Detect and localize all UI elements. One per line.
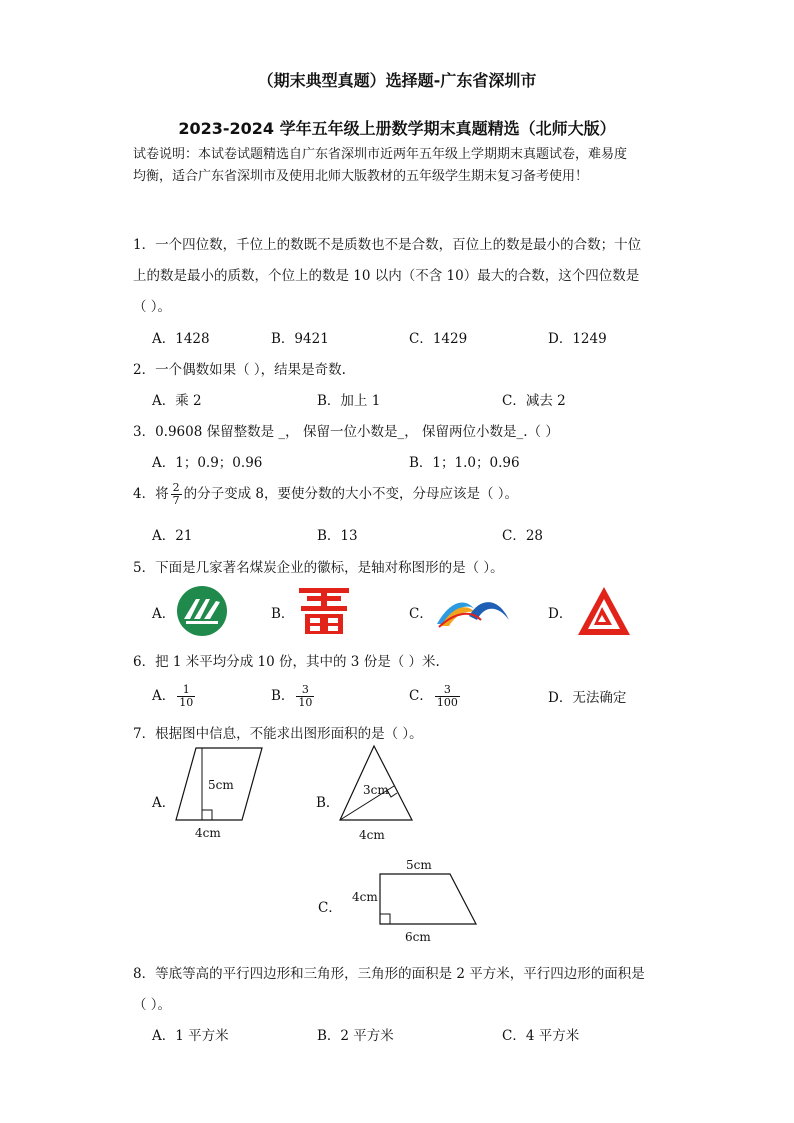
q5-option-d[interactable]: D． bbox=[548, 606, 573, 622]
q7-b-height-label: 3cm bbox=[363, 783, 389, 797]
logo-a-green-circle[interactable] bbox=[176, 585, 228, 637]
q5-option-a[interactable]: A． bbox=[152, 606, 176, 622]
q1-option-d[interactable]: D．1249 bbox=[548, 331, 607, 347]
q7-a-height-label: 5cm bbox=[208, 778, 234, 792]
intro-line-2: 均衡，适合广东省深圳市及使用北师大版教材的五年级学生期末复习备考使用！ bbox=[133, 169, 589, 184]
q6-option-b[interactable]: B． $\frac{3}{10}$ bbox=[271, 683, 313, 709]
q6-c-fraction: $\frac{3}{100}$ bbox=[436, 683, 458, 709]
question-4 bbox=[133, 482, 518, 507]
q1-option-b[interactable]: B．9421 bbox=[271, 331, 329, 347]
q5-option-b[interactable]: B． bbox=[271, 606, 295, 622]
page-subtitle: 2023-2024 学年五年级上册数学期末真题精选（北师大版） bbox=[178, 119, 616, 138]
q2-option-a[interactable]: A．乘 2 bbox=[152, 393, 202, 409]
q4-option-a[interactable]: A．21 bbox=[152, 528, 193, 544]
q4-suffix: 的分子变成 8，要使分数的大小不变，分母应该是（ ）。 bbox=[183, 486, 519, 502]
question-1-line-3: （ ）。 bbox=[133, 299, 172, 315]
q3-option-a[interactable]: A．1；0.9；0.96 bbox=[152, 455, 263, 471]
logo-c-swoosh[interactable] bbox=[435, 592, 511, 628]
logo-b-red-emblem[interactable] bbox=[297, 586, 351, 636]
q7-figure-c-trapezoid bbox=[380, 874, 480, 926]
q4-option-c[interactable]: C．28 bbox=[502, 528, 544, 544]
q6-option-c[interactable]: C． $\frac{3}{100}$ bbox=[409, 683, 458, 709]
q6-option-a[interactable]: A． $\frac{1}{10}$ bbox=[152, 683, 194, 709]
q7-c-height-label: 4cm bbox=[352, 890, 378, 904]
question-1-line-1: 1．一个四位数，千位上的数既不是质数也不是合数，百位上的数是最小的合数；十位 bbox=[133, 237, 642, 253]
q5-option-c[interactable]: C． bbox=[409, 606, 433, 622]
q7-c-bottom-label: 6cm bbox=[405, 930, 431, 944]
q6-option-d[interactable]: D．无法确定 bbox=[548, 690, 627, 706]
question-7: 7．根据图中信息，不能求出图形面积的是（ ）。 bbox=[133, 726, 423, 742]
q6-a-fraction: $\frac{1}{10}$ bbox=[179, 683, 194, 709]
q7-option-c[interactable]: C． bbox=[318, 900, 342, 916]
question-6: 6．把 1 米平均分成 10 份，其中的 3 份是（ ）米. bbox=[133, 654, 440, 670]
q1-option-a[interactable]: A．1428 bbox=[152, 331, 210, 347]
q4-prefix: 4．将 bbox=[133, 486, 169, 502]
q6-b-fraction: $\frac{3}{10}$ bbox=[298, 683, 313, 709]
question-1-line-2: 上的数是最小的质数，个位上的数是 10 以内（不含 10）最大的合数，这个四位数是 bbox=[133, 268, 640, 284]
logo-d-red-triangle[interactable] bbox=[576, 585, 632, 637]
q2-option-c[interactable]: C．减去 2 bbox=[502, 393, 566, 409]
q2-option-b[interactable]: B．加上 1 bbox=[317, 393, 381, 409]
question-5: 5．下面是几家著名煤炭企业的徽标，是轴对称图形的是（ ）。 bbox=[133, 560, 504, 576]
q7-a-base-label: 4cm bbox=[195, 826, 221, 840]
page-title: （期末典型真题）选择题-广东省深圳市 bbox=[257, 71, 537, 90]
question-8-line-2: （ ）。 bbox=[133, 997, 172, 1013]
q8-option-b[interactable]: B．2 平方米 bbox=[317, 1028, 394, 1044]
q1-option-c[interactable]: C．1429 bbox=[409, 331, 468, 347]
intro-line-1: 试卷说明：本试卷试题精选自广东省深圳市近两年五年级上学期期末真题试卷，难易度 bbox=[133, 147, 628, 162]
q7-option-a[interactable]: A． bbox=[152, 795, 176, 811]
q8-option-c[interactable]: C．4 平方米 bbox=[502, 1028, 580, 1044]
q4-option-b[interactable]: B．13 bbox=[317, 528, 358, 544]
question-8-line-1: 8．等底等高的平行四边形和三角形，三角形的面积是 2 平方米，平行四边形的面积是 bbox=[133, 966, 645, 982]
question-2: 2．一个偶数如果（ ），结果是奇数. bbox=[133, 362, 346, 378]
q7-c-top-label: 5cm bbox=[406, 858, 432, 872]
q7-option-b[interactable]: B． bbox=[316, 795, 340, 811]
q4-fraction: $\frac{2}{7}$ bbox=[172, 481, 180, 507]
q7-b-base-label: 4cm bbox=[359, 828, 385, 842]
q3-option-b[interactable]: B．1；1.0；0.96 bbox=[409, 455, 520, 471]
q8-option-a[interactable]: A．1 平方米 bbox=[152, 1028, 229, 1044]
question-3: 3．0.9608 保留整数是 _， 保留一位小数是_， 保留两位小数是_.（ ） bbox=[133, 424, 559, 440]
